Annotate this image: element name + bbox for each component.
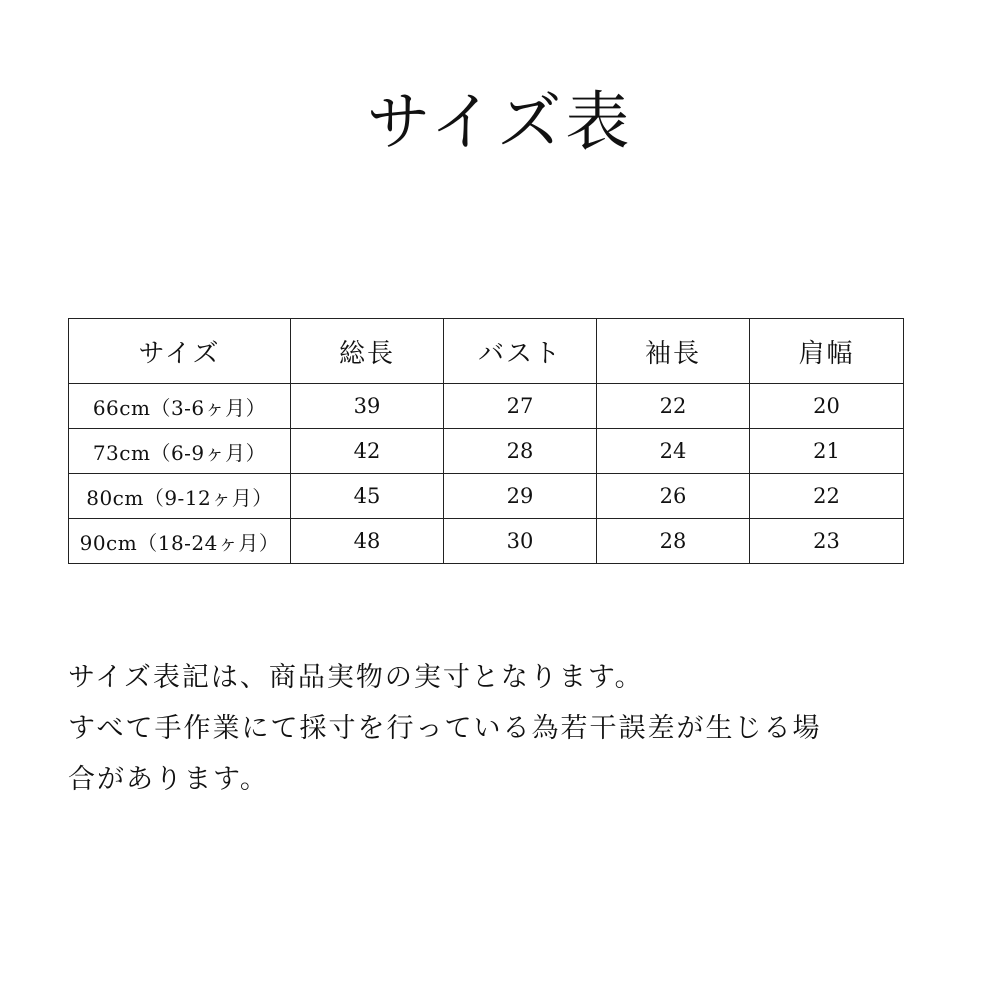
size-note	[68, 652, 948, 805]
cell-sleeve-length: 22	[597, 384, 750, 429]
note-line: 合があります。	[68, 764, 269, 795]
table-row	[69, 519, 904, 564]
cell-total-length: 48	[291, 519, 444, 564]
cell-sleeve-length: 26	[597, 474, 750, 519]
cell-total-length: 45	[291, 474, 444, 519]
header-sleeve-length: 袖長	[597, 319, 750, 384]
cell-bust: 29	[444, 474, 597, 519]
cell-sleeve-length: 24	[597, 429, 750, 474]
cell-total-length: 39	[291, 384, 444, 429]
size-table	[68, 318, 904, 564]
table-row	[69, 429, 904, 474]
note-line: すべて手作業にて採寸を行っている為若干誤差が生じる場	[68, 713, 822, 744]
cell-shoulder-width: 23	[750, 519, 904, 564]
cell-shoulder-width: 22	[750, 474, 904, 519]
cell-sleeve-length: 28	[597, 519, 750, 564]
cell-shoulder-width: 21	[750, 429, 904, 474]
table-row	[69, 384, 904, 429]
cell-size: 66cm（3-6ヶ月）	[69, 384, 291, 429]
cell-shoulder-width: 20	[750, 384, 904, 429]
cell-total-length: 42	[291, 429, 444, 474]
header-bust: バスト	[444, 319, 597, 384]
table-header-row	[69, 319, 904, 384]
table-row	[69, 474, 904, 519]
note-line: サイズ表記は、商品実物の実寸となります。	[68, 662, 644, 693]
cell-size: 80cm（9-12ヶ月）	[69, 474, 291, 519]
cell-bust: 27	[444, 384, 597, 429]
cell-size: 73cm（6-9ヶ月）	[69, 429, 291, 474]
cell-bust: 30	[444, 519, 597, 564]
cell-bust: 28	[444, 429, 597, 474]
header-shoulder-width: 肩幅	[750, 319, 904, 384]
header-size: サイズ	[69, 319, 291, 384]
cell-size: 90cm（18-24ヶ月）	[69, 519, 291, 564]
page-title: サイズ表	[366, 86, 634, 160]
header-total-length: 総長	[291, 319, 444, 384]
